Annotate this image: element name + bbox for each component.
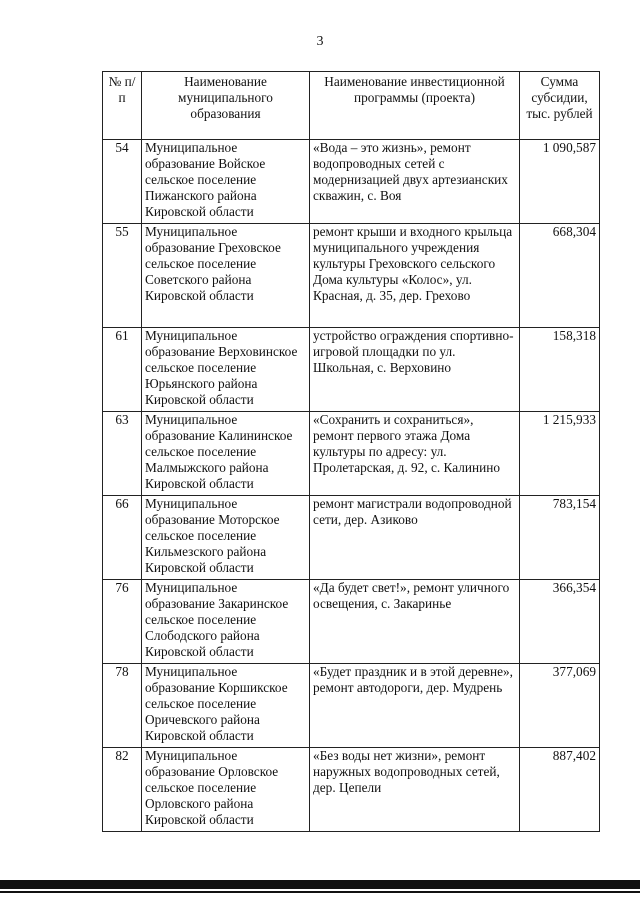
row-municipality: Муниципальное образование Калининское сельское поселение Малмыжского района Кировской области [142, 412, 310, 496]
row-num: 82 [103, 748, 142, 832]
row-sum: 783,154 [520, 496, 600, 580]
table-row [103, 412, 600, 496]
header-municipality: Наименование муниципального образования [142, 72, 310, 140]
header-num: № п/п [103, 72, 142, 140]
row-program: ремонт крыши и входного крыльца муниципального учреждения культуры Греховского сельского Дома культуры «Колос», ул. Красная, д. 35, дер. Грехово [310, 224, 520, 328]
row-municipality: Муниципальное образование Орловское сельское поселение Орловского района Кировской области [142, 748, 310, 832]
row-program: «Будет праздник и в этой деревне», ремонт автодороги, дер. Мудрень [310, 664, 520, 748]
row-num: 66 [103, 496, 142, 580]
row-program: «Вода – это жизнь», ремонт водопроводных сетей с модернизацией двух артезианских скважин, с. Воя [310, 140, 520, 224]
row-sum: 668,304 [520, 224, 600, 328]
row-sum: 1 215,933 [520, 412, 600, 496]
table-row [103, 664, 600, 748]
table-header-row [103, 72, 600, 140]
row-sum: 377,069 [520, 664, 600, 748]
row-sum: 1 090,587 [520, 140, 600, 224]
header-sum: Сумма субсидии, тыс. рублей [520, 72, 600, 140]
row-sum: 887,402 [520, 748, 600, 832]
row-program: «Без воды нет жизни», ремонт наружных водопроводных сетей, дер. Цепели [310, 748, 520, 832]
row-num: 78 [103, 664, 142, 748]
row-num: 54 [103, 140, 142, 224]
row-program: «Сохранить и сохраниться», ремонт первого этажа Дома культуры по адресу: ул. Пролетарская, д. 92, с. Калинино [310, 412, 520, 496]
row-program: «Да будет свет!», ремонт уличного освещения, с. Закаринье [310, 580, 520, 664]
header-program: Наименование инвестиционной программы (проекта) [310, 72, 520, 140]
row-num: 61 [103, 328, 142, 412]
row-program: ремонт магистрали водопроводной сети, дер. Азиково [310, 496, 520, 580]
row-municipality: Муниципальное образование Верховинское сельское поселение Юрьянского района Кировской области [142, 328, 310, 412]
row-num: 63 [103, 412, 142, 496]
bottom-border-thick [0, 880, 640, 889]
row-sum: 158,318 [520, 328, 600, 412]
table-row [103, 496, 600, 580]
row-num: 76 [103, 580, 142, 664]
table-row [103, 224, 600, 328]
table-row [103, 328, 600, 412]
table-row [103, 748, 600, 832]
row-municipality: Муниципальное образование Войское сельское поселение Пижанского района Кировской области [142, 140, 310, 224]
row-program: устройство ограждения спортивно-игровой площадки по ул. Школьная, с. Верховино [310, 328, 520, 412]
row-municipality: Муниципальное образование Греховское сельское поселение Советского района Кировской области [142, 224, 310, 328]
row-municipality: Муниципальное образование Закаринское сельское поселение Слободского района Кировской области [142, 580, 310, 664]
row-sum: 366,354 [520, 580, 600, 664]
subsidy-table [102, 71, 600, 832]
table-row [103, 140, 600, 224]
bottom-border-thin [0, 891, 640, 893]
page-number: 3 [316, 34, 324, 49]
row-municipality: Муниципальное образование Коршикское сельское поселение Оричевского района Кировской области [142, 664, 310, 748]
row-num: 55 [103, 224, 142, 328]
row-municipality: Муниципальное образование Моторское сельское поселение Кильмезского района Кировской области [142, 496, 310, 580]
table-row [103, 580, 600, 664]
